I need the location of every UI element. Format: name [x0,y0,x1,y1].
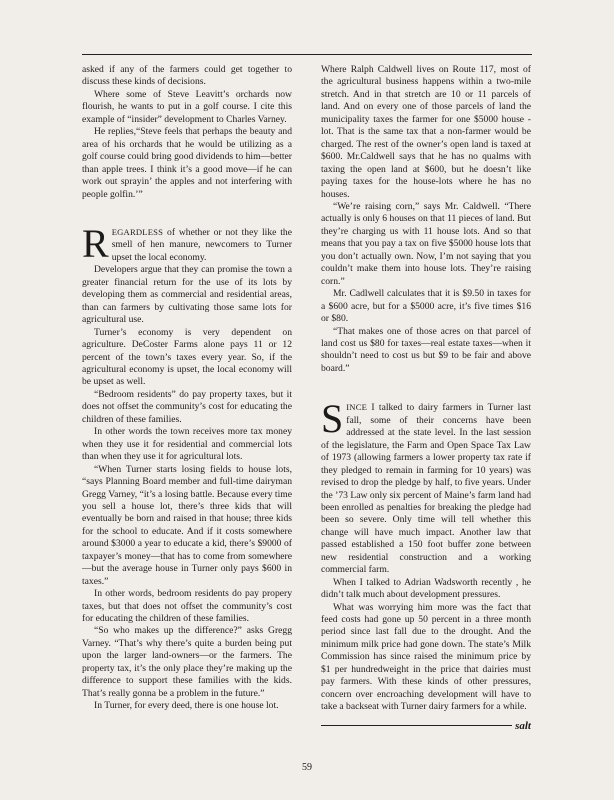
drop-cap: R [82,220,109,266]
paragraph: In other words, bedroom residents do pay propery taxes, but that does not offset the community’s cost for educating the children of these families. [82,588,292,625]
end-mark [321,720,531,732]
right-column [321,64,531,732]
end-rule [321,725,512,726]
paragraph: “When Turner starts losing fields to house lots, “says Planning Board member and full-time dairyman Gregg Varney, “it’s a losing battle. Because every time you sell a house lot, there’s three kids that will eventually be born and raised in that house; three kids for the school to educate. And if it costs somewhere around $3000 a year to educate a kid, there’s $9000 of taxpayer’s money—that has to come from somewhere—but the average house in Turner only pays $600 in taxes.” [82,463,292,587]
paragraph: “We’re raising corn,” says Mr. Caldwell. “There actually is only 6 houses on that 11 pieces of land. But they’re charging us with 11 house lots. And so that means that you pay a tax on five $5000 house lots that you don’t actually own. Now, I’m not saying that you couldn’t make them into house lots. They’re raising corn.” [321,200,531,287]
lead-text: of whether or not they like the smell of hen manure, newcomers to Turner upset the local economy. [111,226,292,263]
paragraph: Developers argue that they can promise the town a greater financial return for the use of its lots by developing them as commercial and residential areas, than can farmers by cultivating those same lots for agricultural use. [82,264,292,326]
paragraph: Turner’s economy is very dependent on agriculture. DeCoster Farms alone pays 11 or 12 percent of the town’s taxes every year. So, if the agricultural economy is upset, the local economy will be upset as well. [82,326,292,388]
left-column [82,64,292,713]
section-break [321,375,531,401]
section-lead-paragraph [82,220,292,266]
paragraph: When I talked to Adrian Wadsworth recently , he didn’t talk much about development pressures. [321,576,531,601]
salt-logo: salt [515,719,531,732]
paragraph: Where Ralph Caldwell lives on Route 117, most of the agricultural business happens within a two-mile stretch. And in that stretch are 10 or 11 parcels of land. And on every one of those parcels of land the municipality taxes the farmer for one $5000 house -lot. That is the same tax that a non-farmer would be charged. The rest of the owner’s open land is taxed at $600. Mr.Caldwell says that he has no qualms with taxing the open land at $600, but he doesn’t like paying taxes for the house-lots where he has no houses. [321,64,531,200]
paragraph: In Turner, for every deed, there is one house lot. [94,700,279,712]
paragraph: “So who makes up the difference?” asks Gregg Varney. “That’s why there’s quite a burden being put upon the larger land-owners—or the farmers. The property tax, it’s the only place they’re making up the difference to support these families with the kids. That’s really gonna be a problem in the future.” [82,625,292,699]
page-number: 59 [302,762,312,773]
paragraph: In other words the town receives more tax money when they use it for residential and commercial lots than when they use it for agricultural lots. [82,426,292,463]
paragraph: Where some of Steve Leavitt’s orchards now flourish, he wants to put in a golf course. I cite this example of “insider” development to Charles Varney. [82,88,292,125]
section-lead-paragraph [321,396,531,576]
paragraph: “That makes one of those acres on that parcel of land cost us $80 for taxes—real estate taxes—when it shouldn’t need to cost us but $9 to be fair and above board.” [321,325,531,374]
paragraph: “Bedroom residents” do pay property taxes, but it does not offset the community’s cost for educating the children of these families. [82,388,292,425]
section-break [82,201,292,226]
top-rule [82,54,532,55]
drop-cap: S [321,396,344,442]
paragraph: Mr. Cadlwell calculates that it is $9.50 in taxes for a $600 acre, but for a $5000 acre, it’s five times $16 or $80. [321,288,531,325]
paragraph: He replies,“Steve feels that perhaps the beauty and area of his orchards that he would be utilizing as a golf course could bring good dividends to him—better than apple trees. I think it’s a good move—if he can work out sprayin’ the apples and not interfering with people golfin.’” [82,126,292,200]
lead-text: I talked to dairy farmers in Turner last fall, some of their concerns have been addressed at the state level. In the last session of the legislature, the Farm and Open Space Tax Law of 1973 (allowing farmers a lower property tax rate if they pledged to remain in farming for 10 years) was revised to drop the pledge by half, to five years. Under the ’73 Law only six percent of Maine’s farm land had been enrolled as penalties for breaking the pledge had been so severe. Only time will tell whether this change will have much impact. Another law that passed established a 150 foot buffer zone between new residential construction and a working commercial farm. [321,402,531,576]
paragraph: asked if any of the farmers could get together to discuss these kinds of decisions. [82,64,292,88]
small-caps-lead: EGARDLESS [111,226,164,237]
paragraph: What was worrying him more was the fact that feed costs had gone up 50 percent in a three month period since last fall due to the drought. And the minimum milk price had gone down. The state’s Milk Commission has since raised the minimum price by $1 per hundredweight in the price that dairies must pay farmers. With these kinds of other pressures, concern over encroaching development will have to take a backseat with Turner dairy farmers for a while. [321,601,531,713]
small-caps-lead: INCE [346,402,368,413]
